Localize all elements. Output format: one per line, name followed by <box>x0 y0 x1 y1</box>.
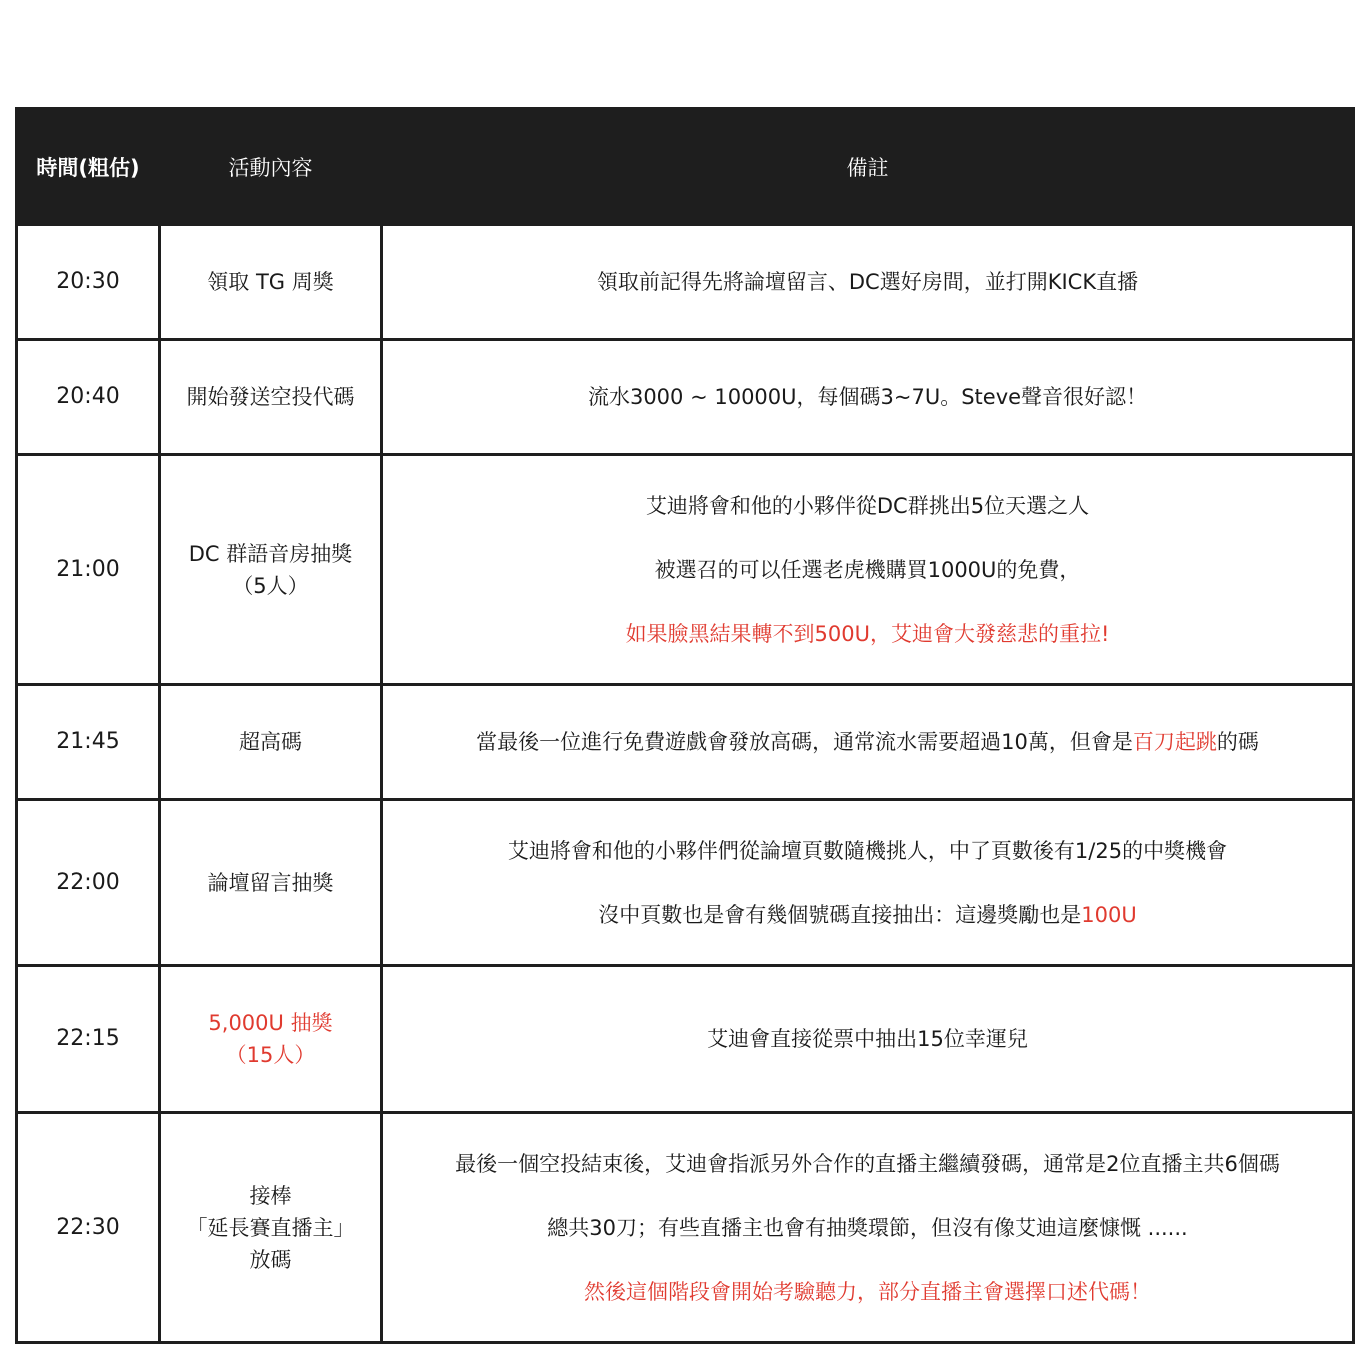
note-line <box>391 1023 1344 1055</box>
row-note <box>382 455 1354 685</box>
activity-line: 放碼 <box>249 1247 292 1272</box>
note-text: 的碼 <box>1216 730 1259 754</box>
activity-line: （5人） <box>232 573 309 598</box>
row-note <box>382 1113 1354 1343</box>
row-time: 20:30 <box>17 225 160 340</box>
row-activity <box>160 800 382 966</box>
table-row <box>17 340 1354 455</box>
row-time: 20:40 <box>17 340 160 455</box>
note-text-highlight: 百刀起跳 <box>1132 730 1217 754</box>
note-text: 艾迪將會和他的小夥伴從DC群挑出5位天選之人 <box>645 493 1090 518</box>
row-activity <box>160 1113 382 1343</box>
activity-line: （15人） <box>225 1043 316 1067</box>
table-row <box>17 685 1354 800</box>
row-activity <box>160 225 382 340</box>
header-activity: 活動內容 <box>160 109 382 225</box>
note-line <box>391 899 1344 931</box>
note-text: 艾迪將會和他的小夥伴們從論壇頁數隨機挑人，中了頁數後有1/25的中獎機會 <box>507 838 1228 863</box>
note-line <box>391 726 1344 758</box>
row-note <box>382 225 1354 340</box>
row-note <box>382 685 1354 800</box>
note-line <box>391 554 1344 586</box>
activity-line: 接棒 <box>249 1183 292 1208</box>
table-row <box>17 966 1354 1113</box>
note-line-highlight <box>391 618 1344 650</box>
note-text: 領取前記得先將論壇留言、DC選好房間，並打開KICK直播 <box>596 270 1139 294</box>
note-line <box>391 1148 1344 1180</box>
activity-line: DC 群語音房抽獎 <box>188 541 353 566</box>
header-row <box>17 109 1354 225</box>
activity-line: 領取 TG 周獎 <box>207 270 334 294</box>
row-time: 21:45 <box>17 685 160 800</box>
header-time: 時間(粗估) <box>17 109 160 225</box>
note-text-highlight: 然後這個階段會開始考驗聽力，部分直播主會選擇口述代碼！ <box>584 1279 1151 1304</box>
note-text: 當最後一位進行免費遊戲會發放高碼，通常流水需要超過10萬，但會是 <box>476 730 1133 754</box>
note-line <box>391 1212 1344 1244</box>
row-time: 22:00 <box>17 800 160 966</box>
activity-line: 論壇留言抽獎 <box>207 870 334 895</box>
row-time: 21:00 <box>17 455 160 685</box>
note-line <box>391 490 1344 522</box>
note-text: 沒中頁數也是會有幾個號碼直接抽出：這邊獎勵也是 <box>598 902 1082 927</box>
row-activity <box>160 455 382 685</box>
header-note: 備註 <box>382 109 1354 225</box>
note-line <box>391 266 1344 298</box>
row-activity <box>160 685 382 800</box>
table-row <box>17 1113 1354 1343</box>
schedule-table <box>15 107 1355 1344</box>
activity-line: 超高碼 <box>239 730 302 754</box>
note-line-highlight <box>391 1276 1344 1308</box>
activity-line: 開始發送空投代碼 <box>186 385 355 409</box>
note-text: 流水3000 ~ 10000U，每個碼3~7U。Steve聲音很好認！ <box>587 385 1148 409</box>
row-activity-highlight <box>160 966 382 1113</box>
note-text: 艾迪會直接從票中抽出15位幸運兒 <box>707 1027 1028 1051</box>
note-text: 被選召的可以任選老虎機購買1000U的免費， <box>654 557 1081 582</box>
activity-line: 5,000U 抽獎 <box>208 1011 333 1035</box>
note-line <box>391 381 1344 413</box>
note-text: 最後一個空投結束後，艾迪會指派另外合作的直播主繼續發碼，通常是2位直播主共6個碼 <box>455 1151 1280 1176</box>
row-note <box>382 340 1354 455</box>
row-note <box>382 800 1354 966</box>
row-time: 22:30 <box>17 1113 160 1343</box>
row-time: 22:15 <box>17 966 160 1113</box>
note-line <box>391 835 1344 867</box>
table-row <box>17 225 1354 340</box>
row-note <box>382 966 1354 1113</box>
activity-line: 「延長賽直播主」 <box>186 1215 355 1240</box>
table-row <box>17 800 1354 966</box>
table-row <box>17 455 1354 685</box>
note-text-highlight: 如果臉黑結果轉不到500U，艾迪會大發慈悲的重拉! <box>625 621 1110 646</box>
note-text: 總共30刀；有些直播主也會有抽獎環節，但沒有像艾迪這麼慷慨 ...... <box>547 1215 1188 1240</box>
note-text-highlight: 100U <box>1081 902 1137 927</box>
row-activity <box>160 340 382 455</box>
